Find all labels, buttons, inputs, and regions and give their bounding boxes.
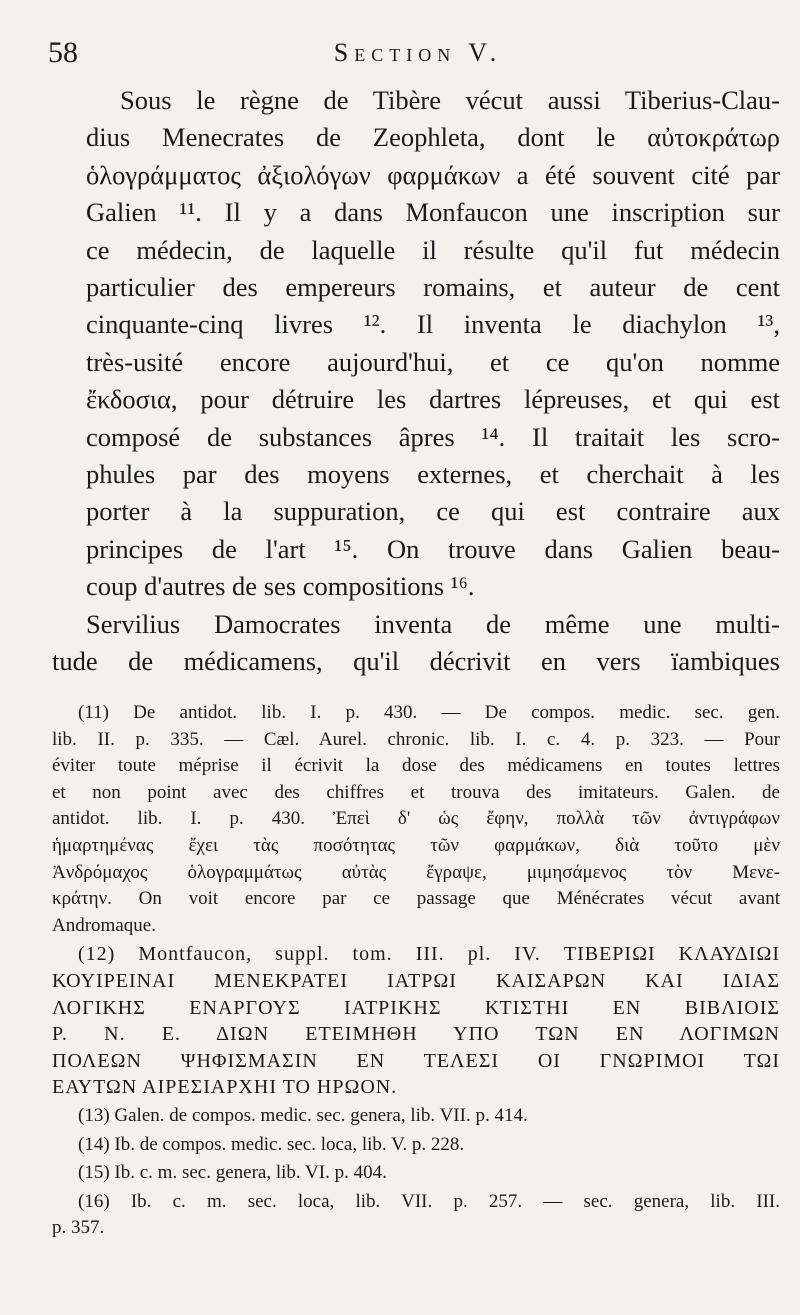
footnote-line: ΕΑΥΤΩΝ ΑΙΡΕΣΙΑΡΧΗΙ ΤΟ ΗΡΩΟΝ.: [52, 1076, 398, 1099]
text-line: composé de substances âpres ¹⁴. Il traitait les scro-: [86, 421, 780, 452]
footnote-line: (13) Galen. de compos. medic. sec. genera, lib. VII. p. 414.: [78, 1104, 528, 1126]
footnote-line: antidot. lib. I. p. 430. Ἐπεὶ δ' ὡς ἔφην, πολλὰ τῶν ἀντιγράφων: [52, 808, 780, 830]
footnote-line: Ρ. Ν. Ε. ΔΙΩΝ ΕΤΕΙΜΗΘΗ ΥΠΟ ΤΩΝ ΕΝ ΛΟΓΙΜΩΝ: [52, 1023, 780, 1046]
page-number: 58: [48, 36, 78, 69]
footnote-line: Ἀνδρόμαχος ὁλογραμμάτως αὐτὰς ἔγραψε, μιμησάμενος τὸν Μενε-: [52, 861, 780, 883]
footnotes: [52, 700, 780, 1244]
text-line: tude de médicamens, qu'il décrivit en vers ïambiques: [52, 646, 780, 677]
footnote-14: [52, 1132, 780, 1159]
footnote-11: [52, 700, 780, 939]
footnote-16: [52, 1189, 780, 1242]
text-line: principes de l'art ¹⁵. On trouve dans Galien beau-: [86, 533, 780, 564]
text-line: Servilius Damocrates inventa de même une multi-: [86, 608, 780, 639]
footnote-line: (14) Ib. de compos. medic. sec. loca, lib. V. p. 228.: [78, 1133, 465, 1155]
text-line: Galien ¹¹. Il y a dans Monfaucon une inscription sur: [86, 197, 780, 228]
footnote-line: (12) Montfaucon, suppl. tom. III. pl. IV. ΤΙΒΕΡΙΩΙ ΚΛΑΥΔΙΩΙ: [78, 943, 780, 966]
text-line: ὁλογράμματος ἀξιολόγων φαρμάκων a été souvent cité par: [86, 159, 780, 190]
text-line: particulier des empereurs romains, et auteur de cent: [86, 272, 780, 303]
footnote-line: ΠΟΛΕΩΝ ΨΗΦΙΣΜΑΣΙΝ ΕΝ ΤΕΛΕΣΙ ΟΙ ΓΝΩΡΙΜΟΙ ΤΩΙ: [52, 1049, 780, 1072]
text-line: Sous le règne de Tibère vécut aussi Tiberius-Clau-: [120, 85, 780, 115]
text-line: cinquante-cinq livres ¹². Il inventa le diachylon ¹³,: [86, 309, 780, 340]
footnote-13: [52, 1103, 780, 1130]
footnote-line: ΚΟΥΙΡΕΙΝΑΙ ΜΕΝΕΚΡΑΤΕΙ ΙΑΤΡΩΙ ΚΑΙΣΑΡΩΝ ΚΑΙ ΙΔΙΑΣ: [52, 969, 780, 992]
text-line: coup d'autres de ses compositions ¹⁶.: [86, 571, 475, 602]
footnote-line: éviter toute méprise il écrivit la dose des médicamens en toutes lettres: [52, 755, 780, 777]
text-line: très-usité encore aujourd'hui, et ce qu'on nomme: [86, 346, 780, 377]
footnote-line: κράτην. On voit encore par ce passage que Ménécrates vécut avant: [52, 888, 780, 910]
text-line: ἔκδοσια, pour détruire les dartres lépreuses, et qui est: [86, 384, 780, 415]
footnote-line: et non point avec des chiffres et trouva des imitateurs. Galen. de: [52, 781, 780, 803]
text-line: dius Menecrates de Zeophleta, dont le αὐτοκράτωρ: [86, 122, 780, 153]
text-line: ce médecin, de laquelle il résulte qu'il fut médecin: [86, 234, 780, 265]
main-text: [52, 82, 780, 681]
footnote-line: p. 357.: [52, 1217, 105, 1239]
running-head: [48, 36, 788, 76]
text-line: porter à la suppuration, ce qui est contraire aux: [86, 496, 780, 527]
footnote-line: ἡμαρτημένας ἔχει τὰς ποσότητας τῶν φαρμάκων, διὰ τοῦτο μὲν: [52, 834, 780, 856]
paragraph-menecrates: [52, 82, 780, 606]
footnote-12: [52, 941, 780, 1101]
paragraph-damocrates: [52, 606, 780, 681]
section-title: Section V.: [333, 38, 503, 67]
footnote-line: (16) Ib. c. m. sec. loca, lib. VII. p. 257. — sec. genera, lib. III.: [78, 1190, 780, 1212]
footnote-line: ΛΟΓΙΚΗΣ ΕΝΑΡΓΟΥΣ ΙΑΤΡΙΚΗΣ ΚΤΙΣΤΗΙ ΕΝ ΒΙΒΛΙΟΙΣ: [52, 996, 780, 1019]
footnote-line: (11) De antidot. lib. I. p. 430. — De compos. medic. sec. gen.: [78, 702, 780, 723]
footnote-line: Andromaque.: [52, 914, 156, 936]
footnote-15: [52, 1160, 780, 1187]
text-line: phules par des moyens externes, et cherchait à les: [86, 459, 780, 490]
footnote-line: lib. II. p. 335. — Cæl. Aurel. chronic. lib. I. c. 4. p. 323. — Pour: [52, 728, 780, 750]
footnote-line: (15) Ib. c. m. sec. genera, lib. VI. p. 404.: [78, 1162, 387, 1184]
